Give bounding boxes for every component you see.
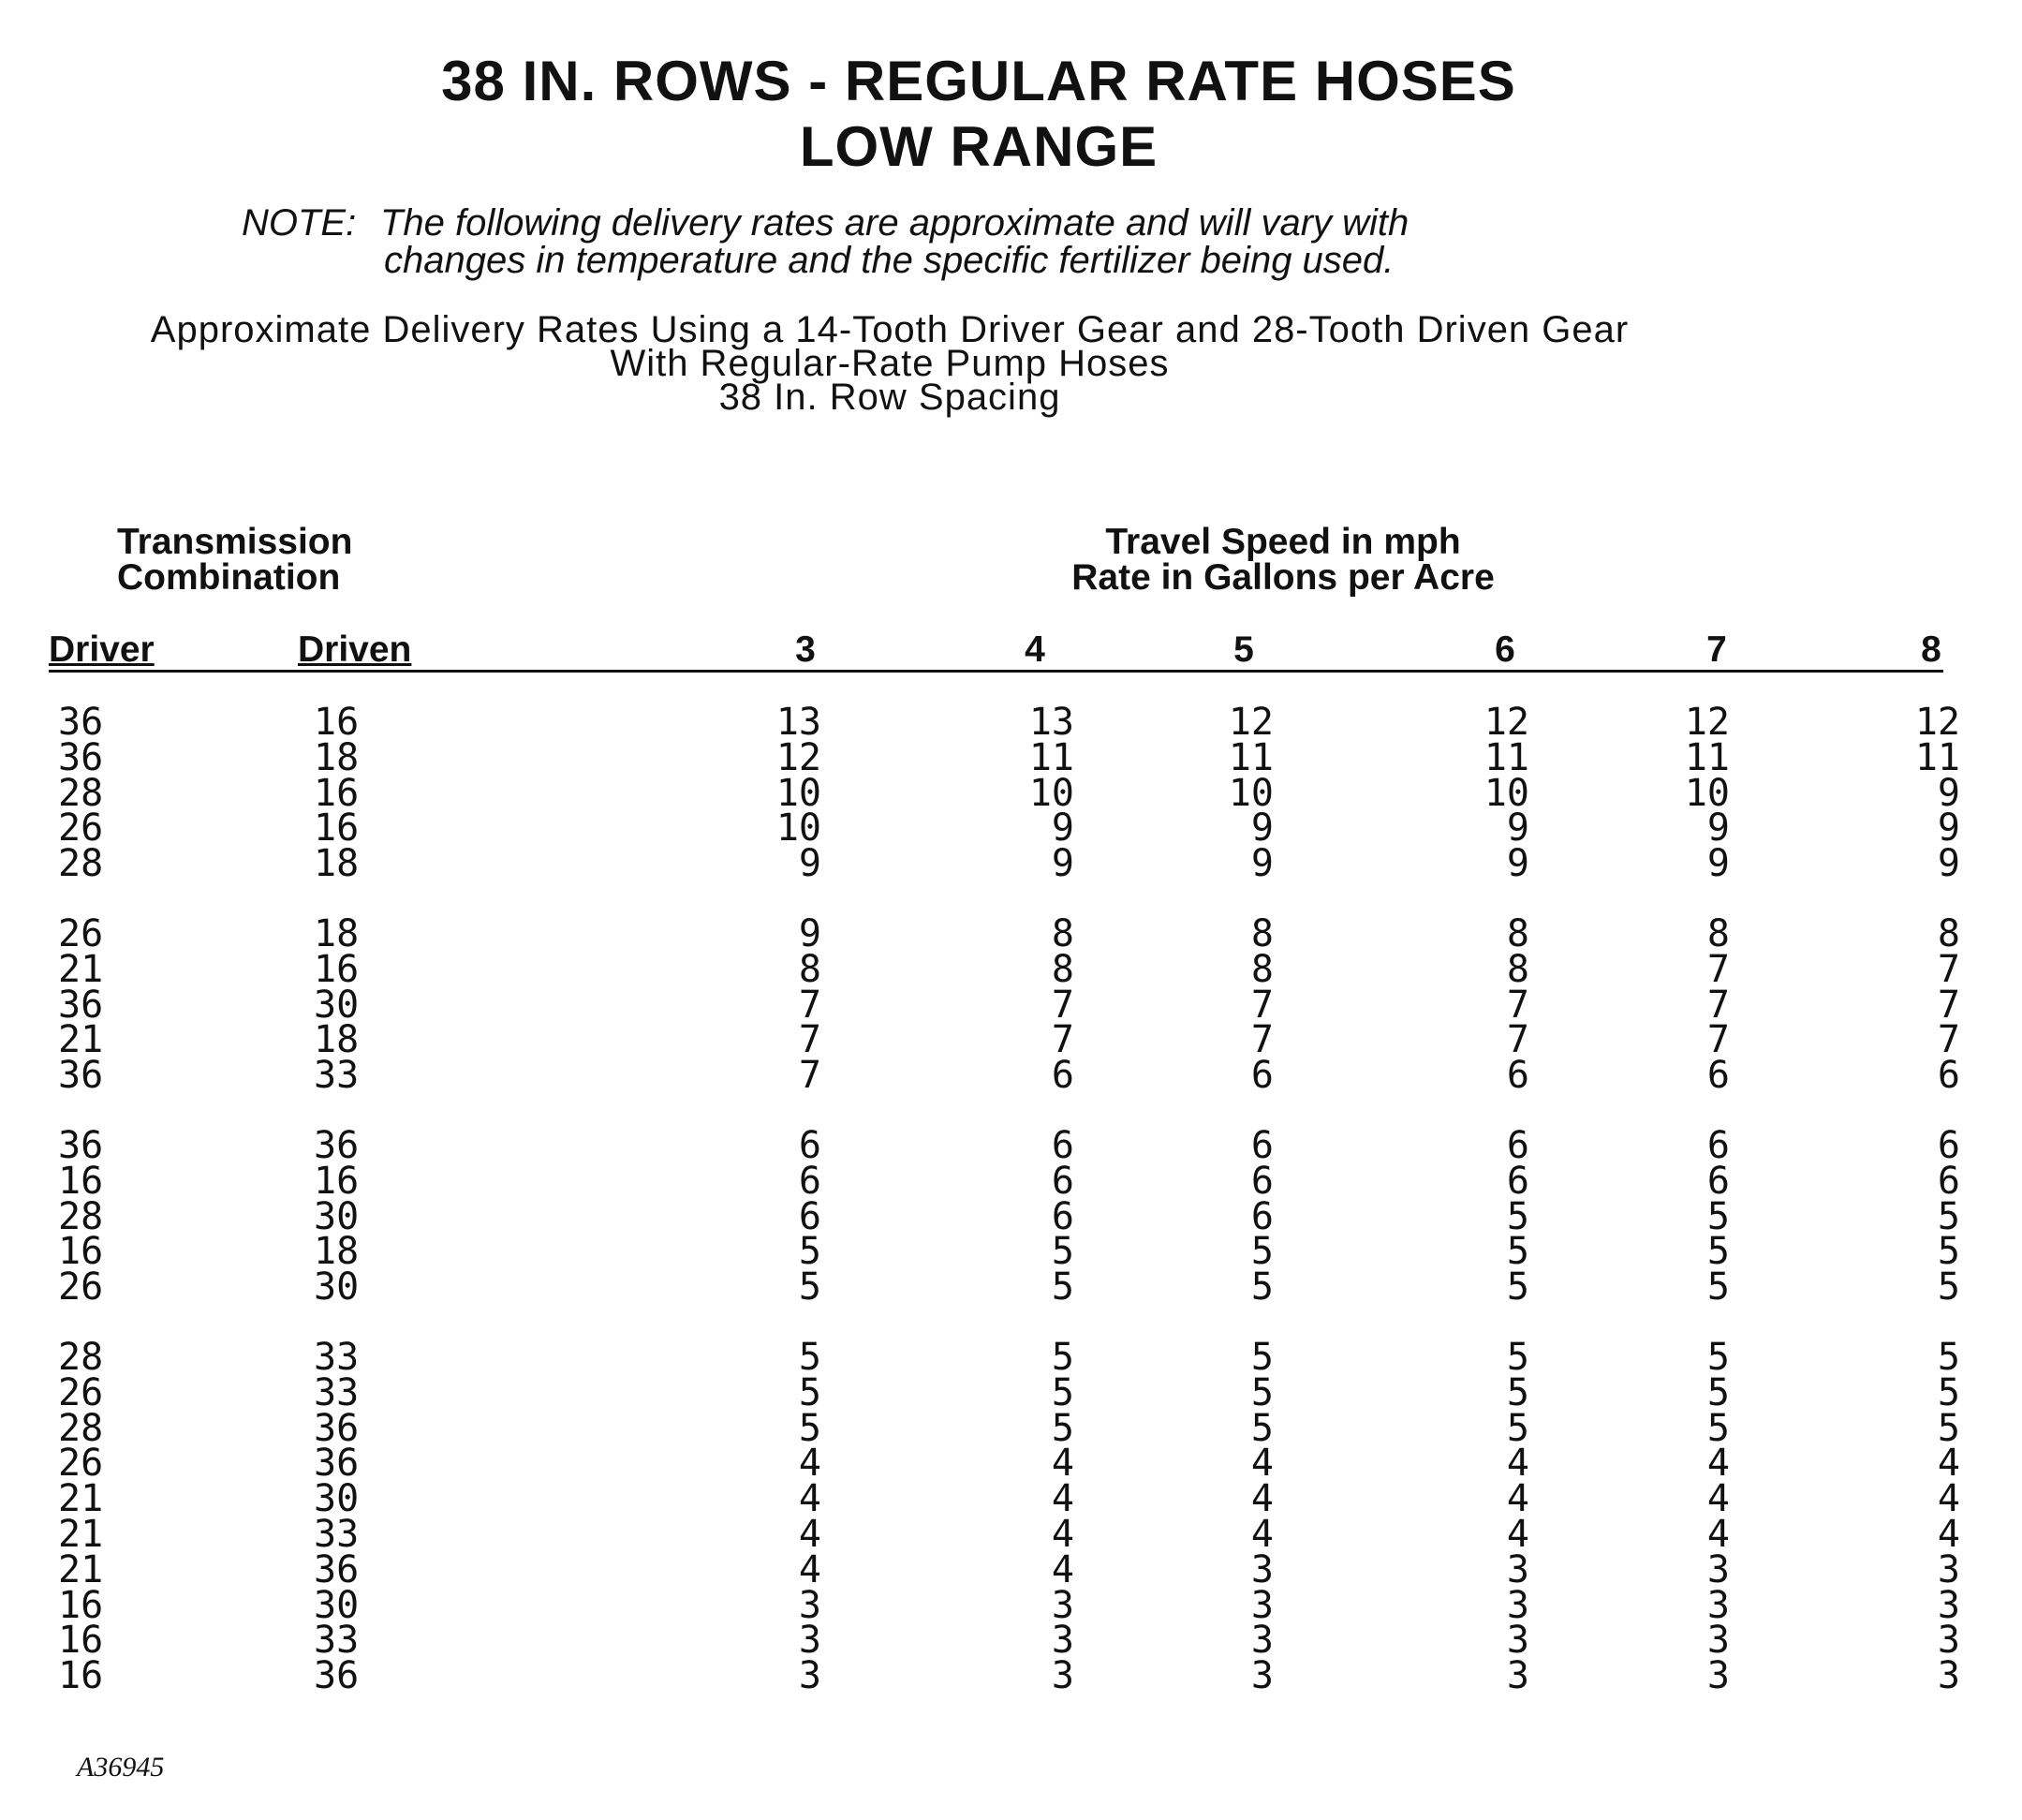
row-group [0, 1335, 2022, 1698]
rate-cell: 4 [1250, 1477, 1274, 1521]
column-header-driver: Driver [49, 629, 155, 670]
table-row [0, 1583, 2022, 1627]
table-row [0, 1654, 2022, 1698]
rate-cell: 4 [1706, 1477, 1730, 1521]
rate-cell: 7 [1706, 1018, 1730, 1062]
rate-cell: 3 [1250, 1583, 1274, 1627]
rate-cell: 10 [1028, 771, 1074, 815]
rate-cell: 12 [1483, 701, 1529, 744]
driver-cell: 16 [58, 1159, 104, 1203]
rate-cell: 4 [1706, 1512, 1730, 1556]
subtitle-line-1: Approximate Delivery Rates Using a 14-Tooth Driver Gear and 28-Tooth Driven Gear [150, 309, 1630, 350]
driven-cell: 33 [314, 1619, 360, 1663]
rate-cell: 7 [798, 983, 821, 1027]
table-row [0, 1477, 2022, 1521]
table-row [0, 1159, 2022, 1203]
driven-cell: 33 [314, 1335, 360, 1379]
driven-cell: 33 [314, 1512, 360, 1556]
table-row [0, 735, 2022, 779]
speed-column-header: 6 [1495, 629, 1515, 670]
rate-cell: 5 [1506, 1265, 1529, 1310]
driver-cell: 26 [58, 1370, 104, 1414]
table-row [0, 1265, 2022, 1310]
driven-cell: 16 [314, 806, 360, 851]
transmission-header-line-1: Transmission [117, 522, 353, 562]
driver-cell: 16 [58, 1654, 104, 1698]
rate-cell: 4 [1937, 1477, 1960, 1521]
driven-cell: 30 [314, 1265, 360, 1310]
rate-cell: 5 [1937, 1194, 1960, 1238]
rate-cell: 5 [1706, 1370, 1730, 1414]
rate-cell: 5 [1250, 1265, 1274, 1310]
driven-cell: 16 [314, 701, 360, 744]
rate-cell: 4 [1051, 1512, 1074, 1556]
rate-cell: 6 [798, 1159, 821, 1203]
rate-cell: 6 [1506, 1054, 1529, 1098]
table-row [0, 983, 2022, 1027]
rate-cell: 4 [1250, 1512, 1274, 1556]
driven-cell: 33 [314, 1054, 360, 1098]
rate-cell: 8 [1051, 947, 1074, 991]
travel-speed-header [993, 522, 1573, 598]
table-row [0, 1018, 2022, 1062]
rate-cell: 7 [1706, 983, 1730, 1027]
column-header-driven: Driven [298, 629, 412, 670]
row-group [0, 701, 2022, 886]
rate-cell: 6 [1051, 1159, 1074, 1203]
driver-cell: 36 [58, 735, 104, 779]
rate-cell: 7 [1937, 983, 1960, 1027]
rate-cell: 9 [1706, 842, 1730, 886]
rate-cell: 11 [1684, 735, 1730, 779]
rate-cell: 4 [1506, 1442, 1529, 1486]
rate-cell: 3 [1706, 1583, 1730, 1627]
rate-cell: 6 [1250, 1194, 1274, 1238]
page-subtitle-range: LOW RANGE [799, 115, 1159, 178]
rate-cell: 6 [1937, 1123, 1960, 1167]
rate-cell: 9 [1250, 842, 1274, 886]
rate-cell: 8 [1706, 911, 1730, 955]
driven-cell: 36 [314, 1442, 360, 1486]
rate-cell: 6 [798, 1123, 821, 1167]
table-row [0, 771, 2022, 815]
driven-cell: 18 [314, 735, 360, 779]
rate-cell: 11 [1483, 735, 1529, 779]
rate-cell: 3 [1250, 1654, 1274, 1698]
driver-cell: 36 [58, 1054, 104, 1098]
rate-cell: 5 [1706, 1406, 1730, 1450]
rate-cell: 4 [1051, 1547, 1074, 1591]
speed-column-header: 3 [795, 629, 816, 670]
rate-cell: 12 [1228, 701, 1274, 744]
rate-cell: 5 [1706, 1265, 1730, 1310]
driven-cell: 18 [314, 1230, 360, 1274]
rate-cell: 5 [1250, 1406, 1274, 1450]
rate-cell: 5 [1051, 1230, 1074, 1274]
rate-cell: 4 [1051, 1442, 1074, 1486]
table-row [0, 1123, 2022, 1167]
driven-cell: 36 [314, 1654, 360, 1698]
rate-cell: 4 [798, 1547, 821, 1591]
rate-cell: 11 [1228, 735, 1274, 779]
rate-cell: 6 [1706, 1159, 1730, 1203]
speed-column-header: 7 [1706, 629, 1727, 670]
note-label: NOTE: [242, 202, 357, 244]
figure-code: A36945 [77, 1752, 165, 1783]
rate-cell: 6 [1250, 1054, 1274, 1098]
rate-cell: 5 [1506, 1230, 1529, 1274]
driver-cell: 16 [58, 1230, 104, 1274]
note-block [242, 204, 1409, 279]
driven-cell: 30 [314, 1583, 360, 1627]
rate-cell: 7 [1051, 983, 1074, 1027]
rate-cell: 9 [1051, 842, 1074, 886]
rate-cell: 7 [1506, 983, 1529, 1027]
rate-cell: 12 [1684, 701, 1730, 744]
rate-cell: 4 [1937, 1442, 1960, 1486]
driven-cell: 16 [314, 771, 360, 815]
rate-cell: 7 [1250, 1018, 1274, 1062]
rate-cell: 10 [1684, 771, 1730, 815]
rate-cell: 6 [1051, 1054, 1074, 1098]
transmission-header-line-2: Combination [117, 557, 341, 598]
subtitle-line-2: With Regular-Rate Pump Hoses [610, 343, 1170, 384]
speed-column-header: 4 [1025, 629, 1045, 670]
rate-cell: 3 [1051, 1619, 1074, 1663]
rate-cell: 5 [798, 1265, 821, 1310]
driver-cell: 26 [58, 806, 104, 851]
rate-cell: 6 [1506, 1159, 1529, 1203]
table-row [0, 1335, 2022, 1379]
driven-cell: 18 [314, 1018, 360, 1062]
rate-cell: 11 [1028, 735, 1074, 779]
rate-cell: 3 [1250, 1547, 1274, 1591]
rate-cell: 5 [798, 1406, 821, 1450]
driver-cell: 28 [58, 1406, 104, 1450]
rate-cell: 9 [1937, 806, 1960, 851]
driven-cell: 30 [314, 983, 360, 1027]
rate-cell: 6 [798, 1194, 821, 1238]
header-rule [49, 670, 1943, 673]
rate-cell: 4 [798, 1477, 821, 1521]
rate-cell: 3 [1937, 1583, 1960, 1627]
rate-cell: 5 [1937, 1265, 1960, 1310]
rate-cell: 3 [1937, 1547, 1960, 1591]
rate-cell: 7 [798, 1054, 821, 1098]
driver-cell: 28 [58, 771, 104, 815]
rate-cell: 9 [798, 842, 821, 886]
table-row [0, 911, 2022, 955]
rate-cell: 6 [1937, 1054, 1960, 1098]
rate-cell: 9 [1051, 806, 1074, 851]
rate-cell: 3 [1506, 1583, 1529, 1627]
rate-cell: 6 [1706, 1054, 1730, 1098]
rate-cell: 7 [1250, 983, 1274, 1027]
driver-cell: 16 [58, 1583, 104, 1627]
rate-cell: 6 [1051, 1194, 1074, 1238]
rate-cell: 7 [1506, 1018, 1529, 1062]
rate-cell: 7 [1937, 1018, 1960, 1062]
rate-cell: 9 [1506, 806, 1529, 851]
rate-cell: 5 [1937, 1230, 1960, 1274]
rate-cell: 3 [1937, 1619, 1960, 1663]
driver-cell: 36 [58, 701, 104, 744]
rate-cell: 3 [1506, 1654, 1529, 1698]
rate-cell: 5 [1937, 1406, 1960, 1450]
rate-cell: 5 [798, 1370, 821, 1414]
table-row [0, 1194, 2022, 1238]
rate-cell: 7 [1937, 947, 1960, 991]
driven-cell: 18 [314, 911, 360, 955]
rate-cell: 3 [798, 1619, 821, 1663]
subtitle-line-3: 38 In. Row Spacing [718, 377, 1061, 418]
table-row [0, 1512, 2022, 1556]
table-row [0, 1547, 2022, 1591]
speed-header-line-2: Rate in Gallons per Acre [1071, 557, 1495, 598]
row-group [0, 1123, 2022, 1310]
driven-cell: 16 [314, 1159, 360, 1203]
rate-cell: 9 [1250, 806, 1274, 851]
rate-cell: 5 [1051, 1265, 1074, 1310]
driver-cell: 28 [58, 842, 104, 886]
table-row [0, 701, 2022, 744]
rate-cell: 8 [1250, 911, 1274, 955]
driven-cell: 18 [314, 842, 360, 886]
rate-cell: 9 [1706, 806, 1730, 851]
speed-column-header: 5 [1233, 629, 1254, 670]
rate-cell: 5 [1506, 1406, 1529, 1450]
rate-cell: 8 [1250, 947, 1274, 991]
table-row [0, 1442, 2022, 1486]
rate-cell: 6 [1937, 1159, 1960, 1203]
rate-cell: 3 [1706, 1547, 1730, 1591]
row-group [0, 911, 2022, 1098]
driver-cell: 21 [58, 947, 104, 991]
rate-cell: 6 [1250, 1123, 1274, 1167]
rate-cell: 5 [1250, 1370, 1274, 1414]
table-row [0, 947, 2022, 991]
rate-cell: 3 [1506, 1547, 1529, 1591]
driver-cell: 36 [58, 1123, 104, 1167]
rate-cell: 7 [798, 1018, 821, 1062]
note-line-2: changes in temperature and the specific fertilizer being used. [384, 240, 1395, 281]
rate-cell: 9 [1506, 842, 1529, 886]
rate-cell: 12 [775, 735, 821, 779]
driver-cell: 28 [58, 1194, 104, 1238]
driven-cell: 30 [314, 1194, 360, 1238]
rate-cell: 3 [798, 1583, 821, 1627]
rate-cell: 3 [1937, 1654, 1960, 1698]
rate-cell: 3 [798, 1654, 821, 1698]
rate-cell: 5 [1706, 1335, 1730, 1379]
driver-cell: 21 [58, 1477, 104, 1521]
table-row [0, 1230, 2022, 1274]
rates-table-body [0, 701, 2022, 1728]
speed-column-header: 8 [1921, 629, 1941, 670]
rate-cell: 4 [1706, 1442, 1730, 1486]
table-row [0, 1406, 2022, 1450]
rate-cell: 5 [1250, 1335, 1274, 1379]
driven-cell: 36 [314, 1547, 360, 1591]
driver-cell: 26 [58, 1442, 104, 1486]
table-row [0, 806, 2022, 851]
rate-cell: 6 [1506, 1123, 1529, 1167]
rate-cell: 9 [1937, 842, 1960, 886]
table-row [0, 1619, 2022, 1663]
rate-cell: 8 [1506, 911, 1529, 955]
rate-cell: 5 [1051, 1370, 1074, 1414]
speed-header-line-1: Travel Speed in mph [1105, 522, 1461, 562]
rate-cell: 8 [798, 947, 821, 991]
rate-cell: 10 [775, 806, 821, 851]
transmission-combination-header [117, 522, 353, 598]
rate-cell: 4 [1937, 1512, 1960, 1556]
rate-cell: 5 [1506, 1370, 1529, 1414]
rate-cell: 3 [1706, 1654, 1730, 1698]
driver-cell: 21 [58, 1547, 104, 1591]
rate-cell: 4 [798, 1442, 821, 1486]
rate-cell: 8 [1051, 911, 1074, 955]
driver-cell: 21 [58, 1512, 104, 1556]
rate-cell: 3 [1250, 1619, 1274, 1663]
rate-cell: 13 [775, 701, 821, 744]
driver-cell: 21 [58, 1018, 104, 1062]
rate-cell: 5 [1250, 1230, 1274, 1274]
rate-cell: 5 [1937, 1335, 1960, 1379]
rate-cell: 4 [1250, 1442, 1274, 1486]
driven-cell: 16 [314, 947, 360, 991]
rate-cell: 11 [1914, 735, 1960, 779]
table-row [0, 1370, 2022, 1414]
rate-cell: 10 [1228, 771, 1274, 815]
page-title: 38 IN. ROWS - REGULAR RATE HOSES [441, 50, 1516, 112]
driven-cell: 36 [314, 1406, 360, 1450]
rate-cell: 8 [1937, 911, 1960, 955]
driver-cell: 28 [58, 1335, 104, 1379]
rate-cell: 6 [1250, 1159, 1274, 1203]
rate-cell: 4 [1506, 1477, 1529, 1521]
driven-cell: 30 [314, 1477, 360, 1521]
rate-cell: 5 [798, 1335, 821, 1379]
rate-cell: 5 [1051, 1335, 1074, 1379]
rate-cell: 4 [798, 1512, 821, 1556]
driven-cell: 33 [314, 1370, 360, 1414]
rate-cell: 3 [1506, 1619, 1529, 1663]
rate-cell: 5 [1506, 1335, 1529, 1379]
note-line-1: The following delivery rates are approximate and will vary with [380, 202, 1409, 244]
rate-cell: 5 [1506, 1194, 1529, 1238]
rate-cell: 4 [1051, 1477, 1074, 1521]
rate-cell: 3 [1706, 1619, 1730, 1663]
table-row [0, 1054, 2022, 1098]
rate-cell: 7 [1706, 947, 1730, 991]
rate-cell: 5 [798, 1230, 821, 1274]
rate-cell: 6 [1051, 1123, 1074, 1167]
rate-cell: 3 [1051, 1654, 1074, 1698]
rate-cell: 5 [1706, 1230, 1730, 1274]
rate-cell: 12 [1914, 701, 1960, 744]
rate-cell: 4 [1506, 1512, 1529, 1556]
rate-cell: 6 [1706, 1123, 1730, 1167]
rate-cell: 13 [1028, 701, 1074, 744]
driver-cell: 26 [58, 1265, 104, 1310]
rate-cell: 10 [1483, 771, 1529, 815]
rate-cell: 7 [1051, 1018, 1074, 1062]
table-row [0, 842, 2022, 886]
rate-cell: 3 [1051, 1583, 1074, 1627]
driver-cell: 16 [58, 1619, 104, 1663]
rate-cell: 9 [1937, 771, 1960, 815]
rate-cell: 5 [1937, 1370, 1960, 1414]
rate-cell: 9 [798, 911, 821, 955]
rate-cell: 8 [1506, 947, 1529, 991]
driven-cell: 36 [314, 1123, 360, 1167]
driver-cell: 36 [58, 983, 104, 1027]
driver-cell: 26 [58, 911, 104, 955]
rate-cell: 5 [1706, 1194, 1730, 1238]
rate-cell: 5 [1051, 1406, 1074, 1450]
rate-cell: 10 [775, 771, 821, 815]
